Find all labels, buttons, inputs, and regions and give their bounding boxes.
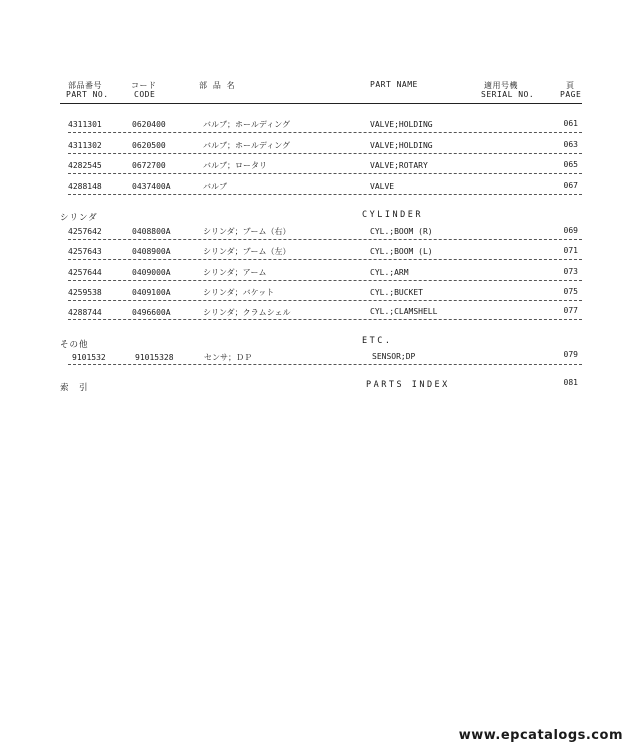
part-number: 4288148 [68,182,102,191]
section-title-cylinder-jp: シリンダ [60,213,98,223]
page-number: 075 [563,287,578,296]
page-number: 073 [563,267,578,276]
row-divider [68,153,582,154]
code: 0620400 [132,120,166,129]
row-divider [68,259,582,260]
part-name-jp: バルブ [203,182,227,191]
section-title-etc-jp: その他 [60,340,89,350]
header-page-en: PAGE [560,90,582,99]
part-number: 4257644 [68,268,102,277]
part-name-en: VALVE;ROTARY [370,161,428,170]
row-divider [68,319,582,320]
header-part-name-jp: 部 品 名 [199,81,236,90]
part-name-jp: シリンダ；アーム [203,268,267,277]
header-code-en: CODE [134,90,156,99]
watermark: www.epcatalogs.com [458,728,623,743]
part-number: 9101532 [72,353,106,362]
page-number: 061 [563,119,578,128]
part-name-en: CYL.;ARM [370,268,409,277]
section-title-etc-en: ETC. [362,336,393,346]
part-name-en: CYL.;CLAMSHELL [370,307,438,316]
code: 0672700 [132,161,166,170]
row-divider [68,280,582,281]
header-serial-en: SERIAL NO. [481,90,535,99]
part-name-en: CYL.;BOOM (L) [370,247,433,256]
part-name-jp: シリンダ；クラムシェル [203,308,291,317]
page-number: 071 [563,246,578,255]
part-number: 4282545 [68,161,102,170]
page-number: 069 [563,226,578,235]
index-page-number: 081 [563,378,578,387]
header-part-no-en: PART NO. [66,90,109,99]
header-part-no-jp: 部品番号 [68,81,102,90]
part-name-jp: バルブ；ロータリ [203,161,267,170]
row-divider [68,173,582,174]
code: 0496600A [132,308,171,317]
section-title-cylinder-en: CYLINDER [362,210,423,220]
part-name-jp: バルブ；ホールディング [203,120,291,129]
part-number: 4257642 [68,227,102,236]
page-number: 065 [563,160,578,169]
code: 0409100A [132,288,171,297]
page-number: 079 [563,350,578,359]
header-rule [60,103,582,104]
part-name-jp: シリンダ；バケット [203,288,275,297]
part-name-en: VALVE;HOLDING [370,120,433,129]
code: 0437400A [132,182,171,191]
section-title-index-en: PARTS INDEX [366,380,450,390]
part-number: 4311301 [68,120,102,129]
part-name-jp: シリンダ；ブーム（左） [203,247,291,256]
code: 91015328 [135,353,174,362]
row-divider [68,194,582,195]
section-title-index-jp: 索 引 [60,383,89,393]
page-number: 063 [563,140,578,149]
part-name-jp: センサ；ＤＰ [204,353,252,362]
part-name-en: CYL.;BUCKET [370,288,423,297]
part-number: 4311302 [68,141,102,150]
part-name-jp: バルブ；ホールディング [203,141,291,150]
part-name-en: SENSOR;DP [372,352,416,361]
page-number: 077 [563,306,578,315]
part-number: 4259538 [68,288,102,297]
header-part-name-en: PART NAME [370,80,418,89]
header-code-jp: コード [131,81,157,90]
row-divider [68,364,582,365]
code: 0408900A [132,247,171,256]
part-name-en: VALVE [370,182,395,191]
row-divider [68,300,582,301]
part-name-en: VALVE;HOLDING [370,141,433,150]
part-number: 4257643 [68,247,102,256]
part-name-jp: シリンダ；ブーム（右） [203,227,291,236]
row-divider [68,239,582,240]
header-page-jp: 頁 [566,81,575,90]
row-divider [68,132,582,133]
code: 0409000A [132,268,171,277]
page-number: 067 [563,181,578,190]
code: 0620500 [132,141,166,150]
header-serial-jp: 適用号機 [484,81,518,90]
part-name-en: CYL.;BOOM (R) [370,227,433,236]
code: 0408800A [132,227,171,236]
part-number: 4288744 [68,308,102,317]
